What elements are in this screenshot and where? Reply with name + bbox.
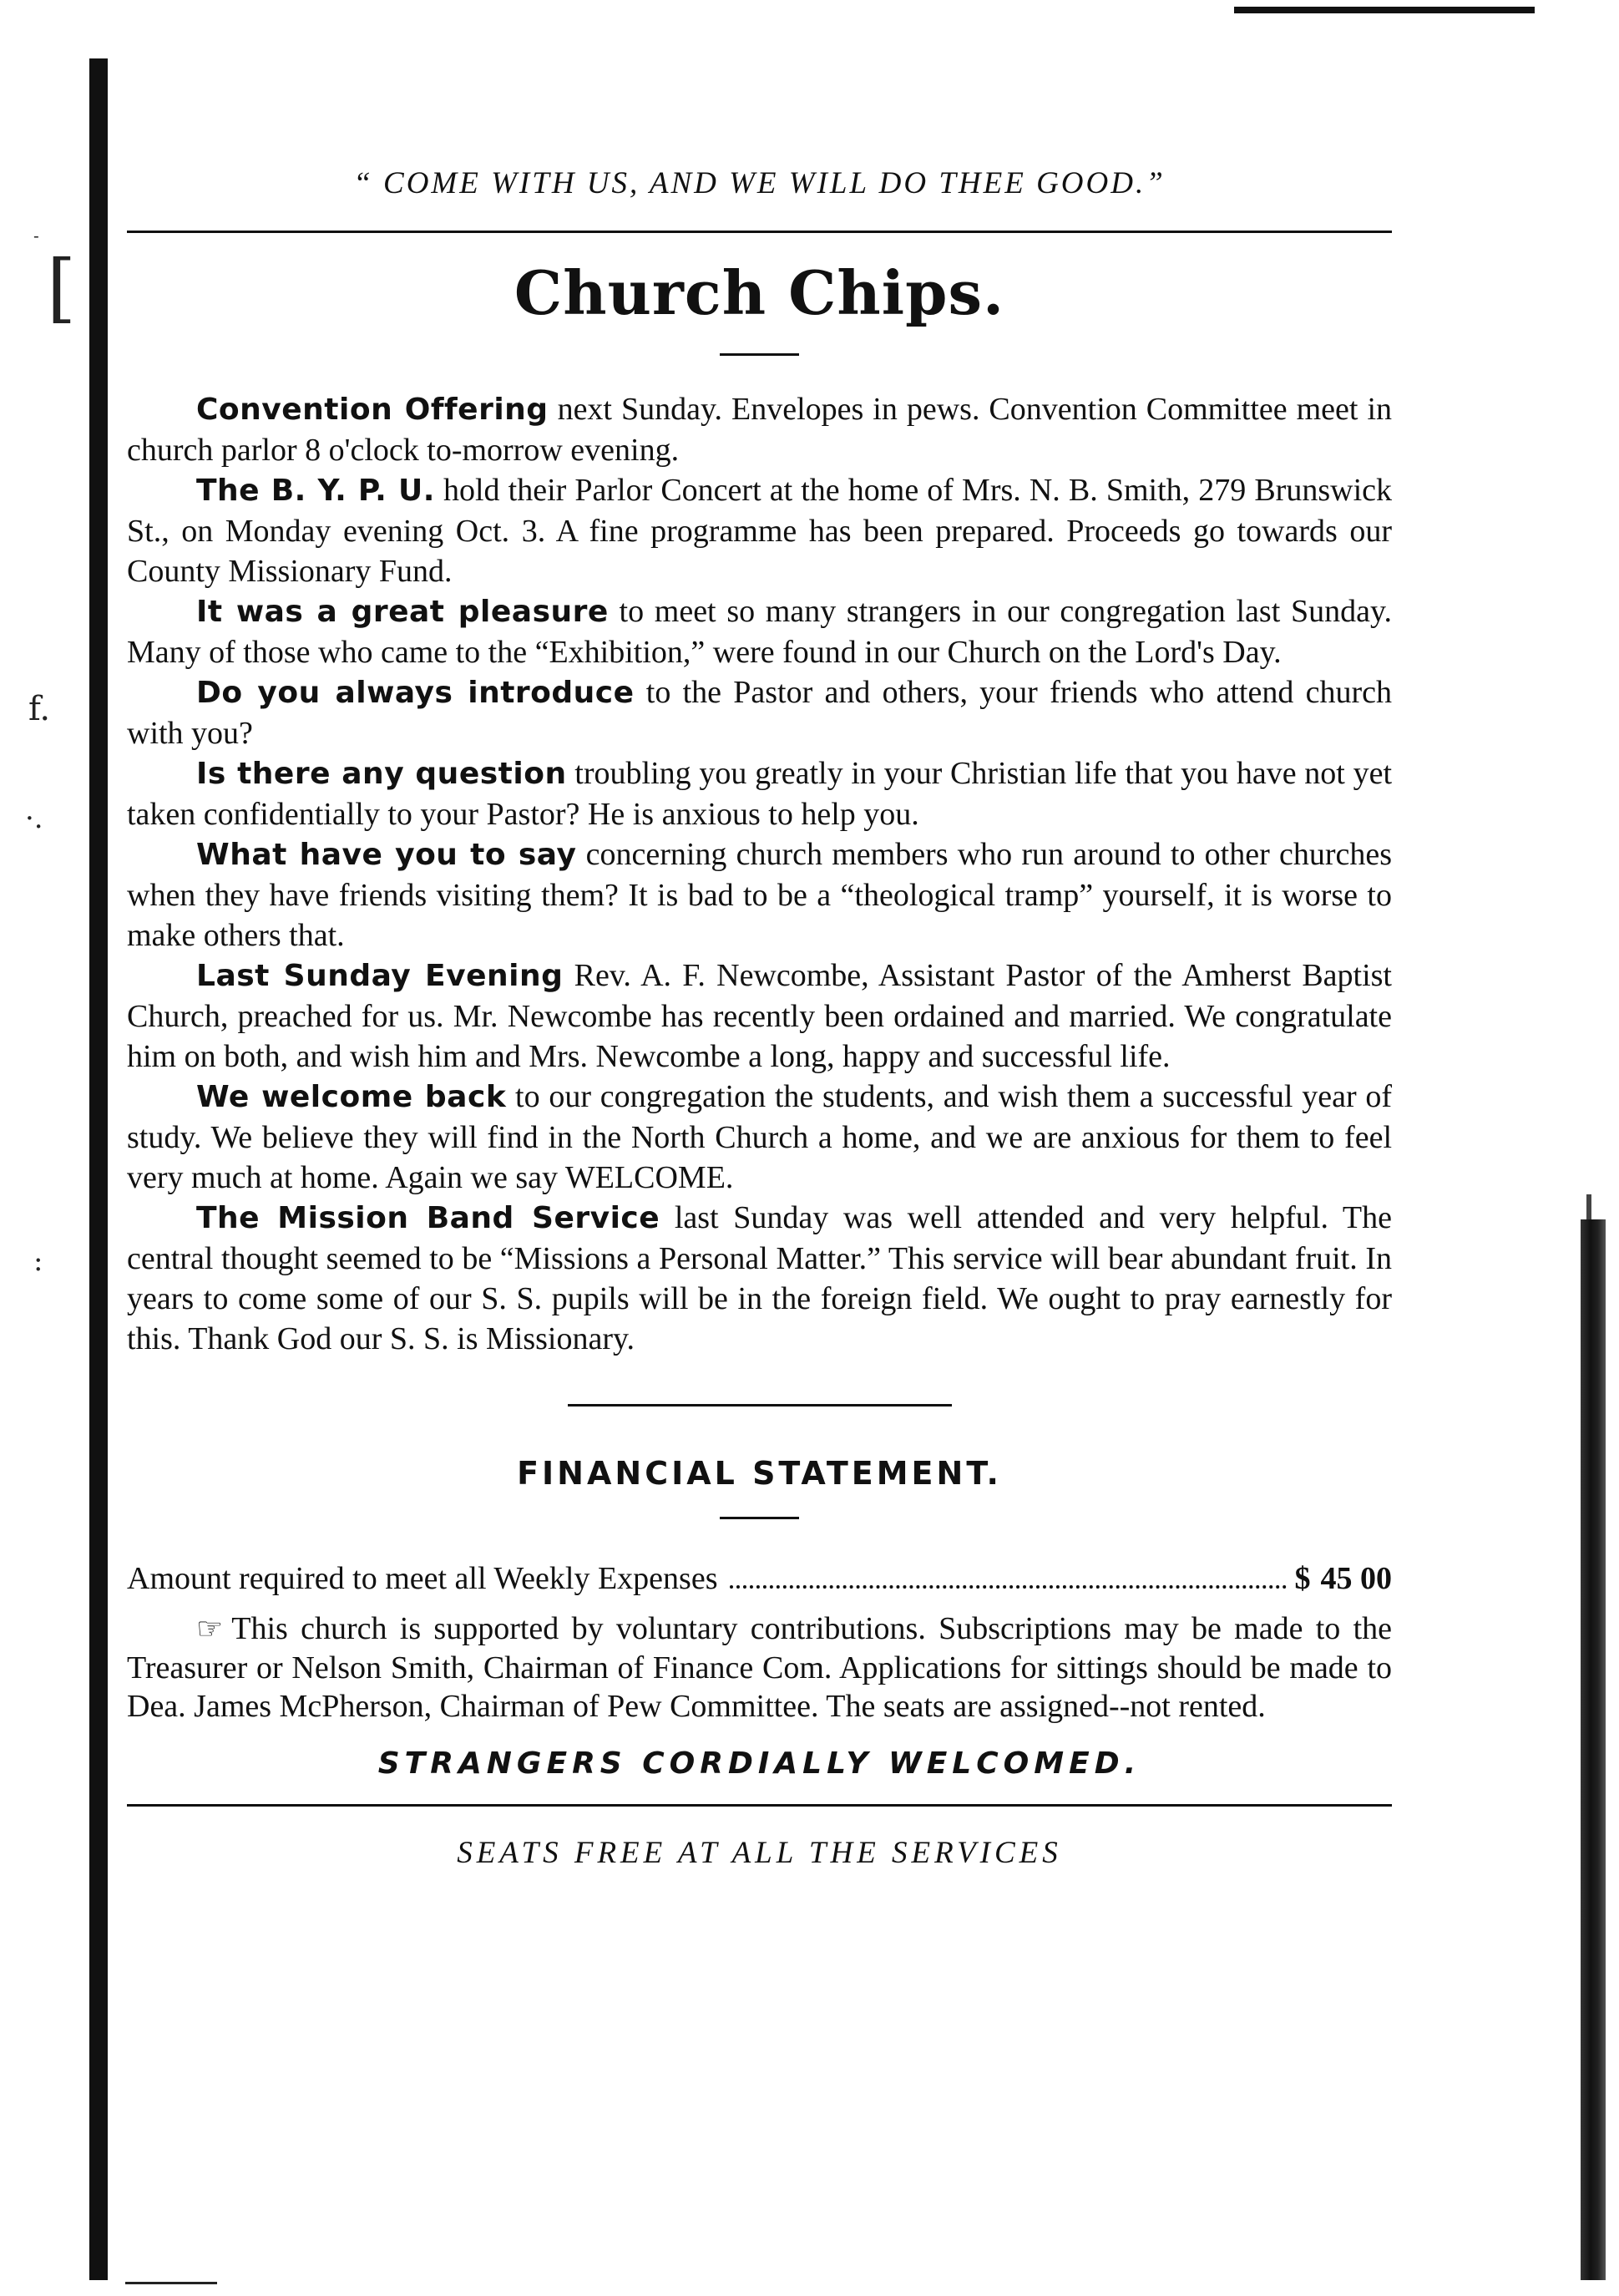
- church-notes-list: [127, 389, 1392, 1359]
- page-motto: “ COME WITH US, AND WE WILL DO THEE GOOD.”: [353, 166, 1166, 200]
- scan-edge-bar-right: [1581, 1219, 1606, 2280]
- church-note-item: [127, 389, 1392, 470]
- margin-artifact-s: ·.: [25, 802, 43, 835]
- church-note-lead: Last Sunday Evening: [196, 959, 564, 993]
- page-title: Church Chips.: [514, 257, 1005, 328]
- church-note-lead: We welcome back: [196, 1080, 507, 1114]
- seats-free-line: SEATS FREE AT ALL THE SERVICES: [457, 1836, 1062, 1870]
- dot-leader: [730, 1585, 1287, 1589]
- church-note-text: concerning church members who run around to other churches when they have friends visiting them? It is bad to be a “theological tramp” yourself, it is worse to make others that.: [127, 837, 1392, 953]
- support-note: [127, 1609, 1392, 1726]
- scan-edge-bar-left: [89, 58, 108, 2280]
- pointing-hand-icon: ☞: [196, 1612, 224, 1646]
- margin-artifact-bracket: [: [47, 244, 77, 332]
- church-note-lead: Do you always introduce: [196, 676, 635, 710]
- section-divider: [568, 1404, 952, 1406]
- church-note-item: [127, 955, 1392, 1077]
- weekly-expenses-amount: [1295, 1558, 1393, 1599]
- church-note-item: [127, 753, 1392, 834]
- scan-edge-tick-bottom: [125, 2282, 217, 2284]
- church-note-lead: The Mission Band Service: [196, 1201, 660, 1235]
- church-note-text: next Sunday. Envelopes in pews. Convention Committee meet in church parlor 8 o'clock to-morrow evening.: [127, 392, 1393, 468]
- church-note-lead: The B. Y. P. U.: [196, 474, 435, 508]
- header-rule: [127, 231, 1392, 233]
- amount-value: 45 00: [1320, 1561, 1392, 1596]
- church-note-lead: Convention Offering: [196, 393, 549, 427]
- footer-rule: [127, 1804, 1392, 1807]
- church-note-lead: Is there any question: [196, 757, 567, 791]
- margin-artifact-colon: :: [33, 1244, 43, 1278]
- church-note-lead: What have you to say: [196, 838, 577, 872]
- weekly-expenses-row: [127, 1558, 1392, 1599]
- church-note-text: to meet so many strangers in our congregation last Sunday. Many of those who came to the “Exhibition,” were found in our Church on the Lord's Day.: [127, 594, 1392, 670]
- church-note-text: to our congregation the students, and wish them a successful year of study. We believe they will find in the North Church a home, and we are anxious for them to feel very much at home. Again we say WELCOME.: [127, 1079, 1393, 1195]
- church-note-item: [127, 672, 1392, 753]
- church-note-item: [127, 834, 1392, 955]
- church-note-item: [127, 1198, 1392, 1359]
- page-content: [127, 159, 1392, 1877]
- church-note-item: [127, 591, 1392, 672]
- financial-title-divider: [720, 1517, 799, 1519]
- financial-statement-title: FINANCIAL STATEMENT.: [517, 1455, 1002, 1492]
- margin-artifact-f: f.: [28, 690, 51, 728]
- church-note-item: [127, 1077, 1392, 1198]
- scan-edge-rule-top: [1234, 7, 1535, 13]
- currency-symbol: $: [1294, 1561, 1311, 1596]
- support-note-text: This church is supported by voluntary contributions. Subscriptions may be made to the Treasurer or Nelson Smith, Chairman of Finance Com. Applications for sittings should be made to Dea. James McPherson, Chairman of Pew Committee. The seats are assigned--not rented.: [127, 1611, 1392, 1724]
- church-note-text: hold their Parlor Concert at the home of Mrs. N. B. Smith, 279 Brunswick St., on Monday evening Oct. 3. A fine programme has been prepared. Proceeds go towards our County Missionary Fund.: [127, 473, 1392, 589]
- church-note-text: Rev. A. F. Newcombe, Assistant Pastor of the Amherst Baptist Church, preached for us. Mr. Newcombe has recently been ordained and married. We congratulate him on both, and wish him and Mrs. Newcombe a long, happy and successful life.: [127, 958, 1392, 1074]
- weekly-expenses-label: Amount required to meet all Weekly Expenses: [127, 1561, 718, 1596]
- church-note-lead: It was a great pleasure: [196, 595, 609, 629]
- church-note-text: last Sunday was well attended and very helpful. The central thought seemed to be “Missions a Personal Matter.” This service will bear abundant fruit. In years to come some of our S. S. pupils will be in the foreign field. We ought to pray earnestly for this. Thank God our S. S. is Missionary.: [127, 1200, 1392, 1356]
- church-note-text: troubling you greatly in your Christian life that you have not yet taken confidentially to your Pastor? He is anxious to help you.: [127, 756, 1393, 832]
- margin-artifact-dash: -: [33, 226, 39, 246]
- title-divider: [720, 353, 799, 356]
- church-note-item: [127, 470, 1392, 591]
- strangers-welcome-line: STRANGERS CORDIALLY WELCOMED.: [377, 1746, 1141, 1781]
- church-note-text: to the Pastor and others, your friends who attend church with you?: [127, 675, 1392, 751]
